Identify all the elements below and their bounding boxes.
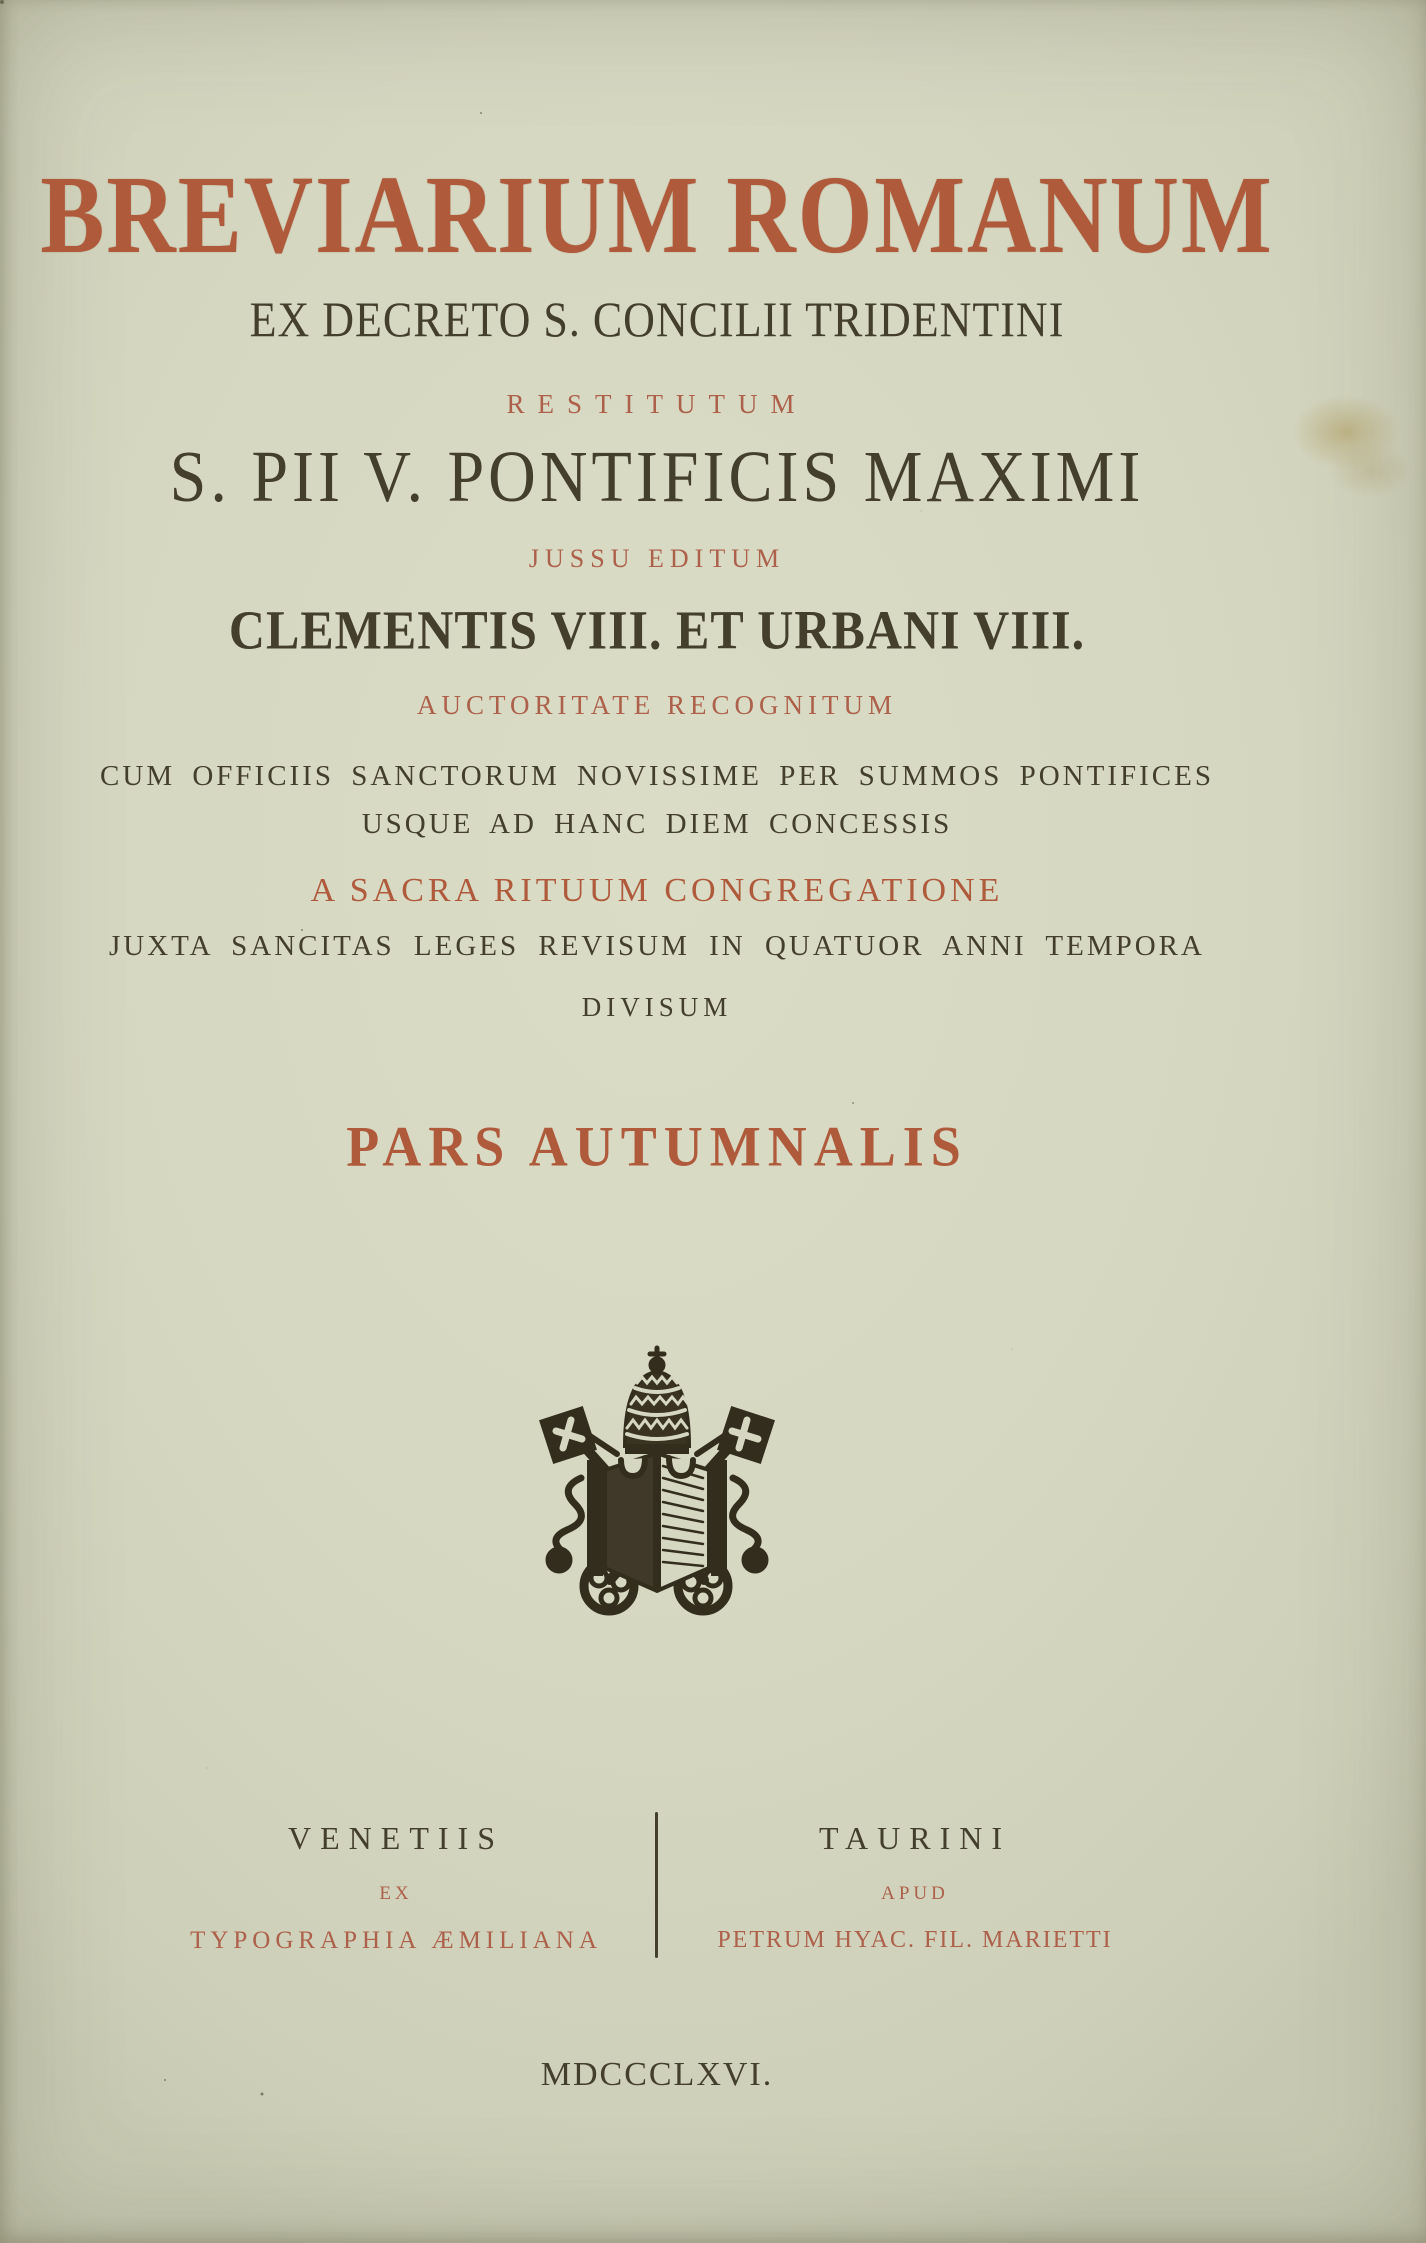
imprint-divider-rule bbox=[655, 1812, 658, 1958]
clementis-urbani-line: CLEMENTIS VIII. ET URBANI VIII. bbox=[228, 599, 1086, 661]
imprint-prep-ex: EX bbox=[379, 1883, 413, 1904]
imprint-city-venetiis: VENETIIS bbox=[288, 1820, 504, 1856]
papal-tiara-icon bbox=[625, 1348, 689, 1454]
papal-tiara-crossed-keys-icon bbox=[521, 1338, 793, 1626]
decree-line: EX DECRETO S. CONCILII TRIDENTINI bbox=[249, 292, 1065, 347]
imprint-prep-apud: APUD bbox=[881, 1883, 949, 1904]
juxta-sancitas-line: JUXTA SANCITAS LEGES REVISUM IN QUATUOR ANNI TEMPORA bbox=[109, 930, 1205, 962]
paper-foxing-specks bbox=[0, 0, 4, 4]
restitutum-line: RESTITUTUM bbox=[506, 389, 808, 419]
imprint-publisher-left: TYPOGRAPHIA ÆMILIANA bbox=[190, 1927, 602, 1954]
usque-line: USQUE AD HANC DIEM CONCESSIS bbox=[361, 808, 953, 840]
open-book-icon bbox=[587, 1454, 727, 1590]
key-bit-left-icon bbox=[539, 1406, 617, 1464]
divisum-line: DIVISUM bbox=[581, 992, 733, 1022]
imprint-taurini-column bbox=[700, 1820, 1130, 1954]
pontifex-line: S. PII V. PONTIFICIS MAXIMI bbox=[169, 437, 1145, 518]
publication-year: MDCCCLXVI. bbox=[540, 2056, 774, 2093]
imprint-venetiis-column bbox=[186, 1820, 606, 1955]
pars-autumnalis-title: PARS AUTUMNALIS bbox=[346, 1115, 968, 1179]
imprint-city-taurini: TAURINI bbox=[819, 1820, 1011, 1856]
printer-device-emblem bbox=[0, 1338, 1314, 1631]
cum-officiis-line: CUM OFFICIIS SANCTORUM NOVISSIME PER SUMMOS PONTIFICES bbox=[100, 760, 1214, 792]
imprint-publisher-right: PETRUM HYAC. FIL. MARIETTI bbox=[717, 1927, 1113, 1953]
book-main-title: BREVIARIUM ROMANUM bbox=[40, 152, 1274, 277]
auctoritate-line: AUCTORITATE RECOGNITUM bbox=[416, 690, 898, 720]
sacra-rituum-line: A SACRA RITUUM CONGREGATIONE bbox=[310, 872, 1004, 909]
jussu-editum-line: JUSSU EDITUM bbox=[528, 544, 786, 573]
key-bit-right-icon bbox=[697, 1406, 775, 1464]
